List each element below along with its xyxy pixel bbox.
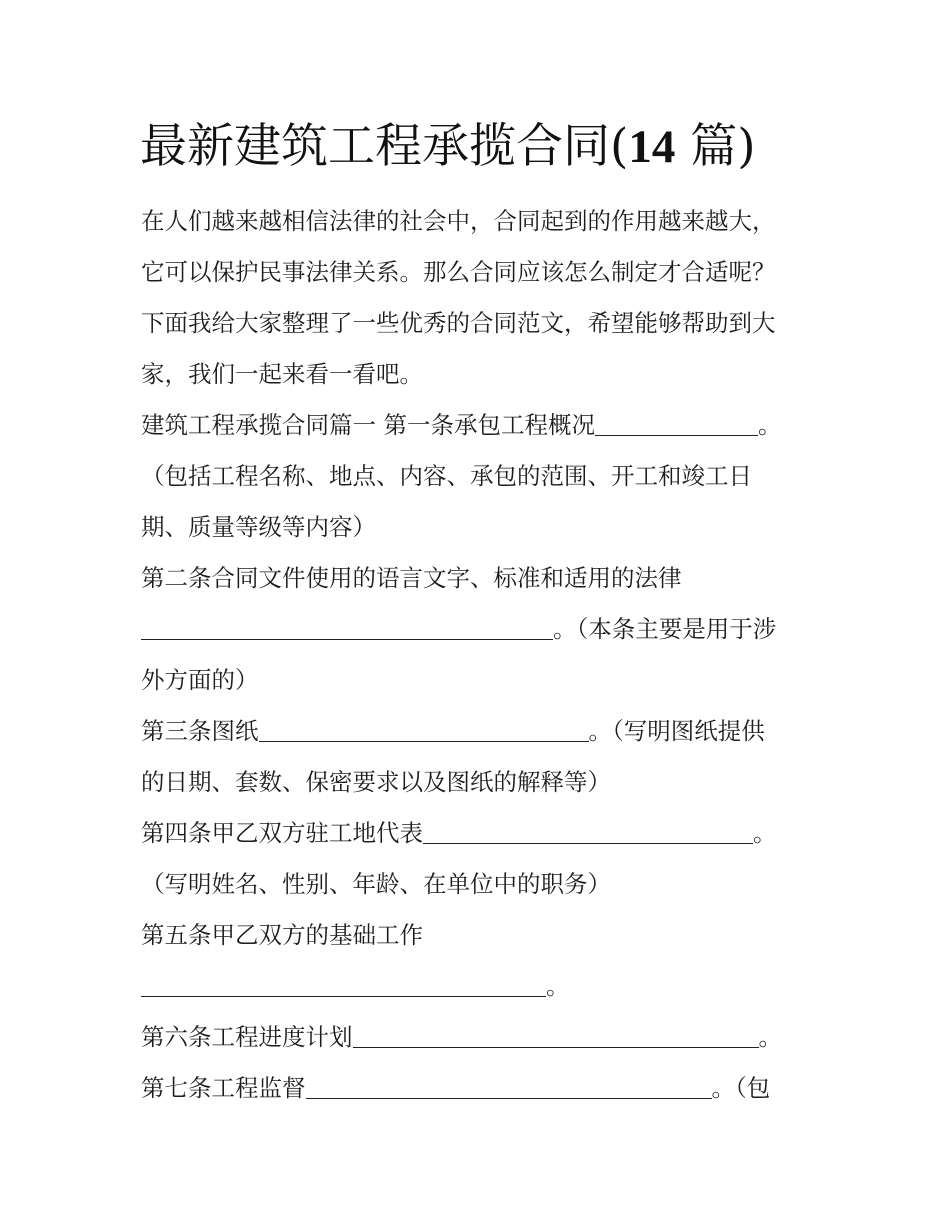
clause-5-end: 。 (546, 972, 570, 1000)
clause-4-note: （写明姓名、性别、年龄、在单位中的职务） (141, 870, 611, 898)
clause-2-line (141, 612, 776, 646)
clause-1-line (141, 408, 781, 442)
clause-2-blank[interactable] (141, 617, 553, 640)
title-suffix: 篇) (675, 119, 756, 174)
intro-line-4: 家，我们一起来看一看吧。 (141, 360, 423, 388)
clause-2-end: 。（本条主要是用于涉 (553, 615, 777, 643)
clause-1-blank[interactable] (595, 413, 758, 436)
clause-7-end: 。（包 (711, 1074, 771, 1102)
clause-4-label: 第四条甲乙双方驻工地代表 (141, 819, 423, 847)
clause-6-line (141, 1020, 782, 1054)
clause-6-label: 第六条工程进度计划 (141, 1023, 353, 1051)
clause-1-end: 。 (757, 411, 782, 439)
clause-1-note-line-1: （包括工程名称、地点、内容、承包的范围、开工和竣工日 (141, 462, 752, 490)
clause-2-note-line-2: 外方面的） (141, 666, 259, 694)
clause-3-label: 第三条图纸 (141, 717, 259, 745)
clause-4-end: 。 (753, 819, 777, 847)
clause-6-end: 。 (758, 1023, 782, 1051)
clause-3-line (141, 714, 765, 748)
clause-7-line (141, 1071, 770, 1105)
clause-6-blank[interactable] (353, 1025, 759, 1048)
document-title (140, 112, 756, 182)
clause-3-end: 。（写明图纸提供 (588, 717, 765, 745)
clause-5-label: 第五条甲乙双方的基础工作 (141, 921, 423, 949)
clause-7-label: 第七条工程监督 (141, 1074, 306, 1102)
clause-5-blank[interactable] (141, 974, 546, 997)
clause-1-note-line-2: 期、质量等级等内容） (141, 513, 376, 541)
clause-3-note-line-2: 的日期、套数、保密要求以及图纸的解释等） (141, 768, 611, 796)
title-number: 14 (628, 121, 676, 173)
intro-line-3: 下面我给大家整理了一些优秀的合同范文，希望能够帮助到大 (141, 309, 776, 337)
intro-line-2: 它可以保护民事法律关系。那么合同应该怎么制定才合适呢？ (141, 258, 776, 286)
clause-4-blank[interactable] (423, 821, 753, 844)
clause-4-line (141, 816, 777, 850)
clause-5-line (141, 969, 570, 1003)
intro-line-1: 在人们越来越相信法律的社会中，合同起到的作用越来越大， (141, 207, 776, 235)
clause-7-blank[interactable] (306, 1076, 712, 1099)
clause-2-label: 第二条合同文件使用的语言文字、标准和适用的法律 (141, 564, 682, 592)
title-prefix: 最新建筑工程承揽合同( (140, 119, 629, 174)
clause-1-label: 建筑工程承揽合同篇一 第一条承包工程概况 (141, 411, 595, 439)
clause-3-blank[interactable] (259, 719, 589, 742)
